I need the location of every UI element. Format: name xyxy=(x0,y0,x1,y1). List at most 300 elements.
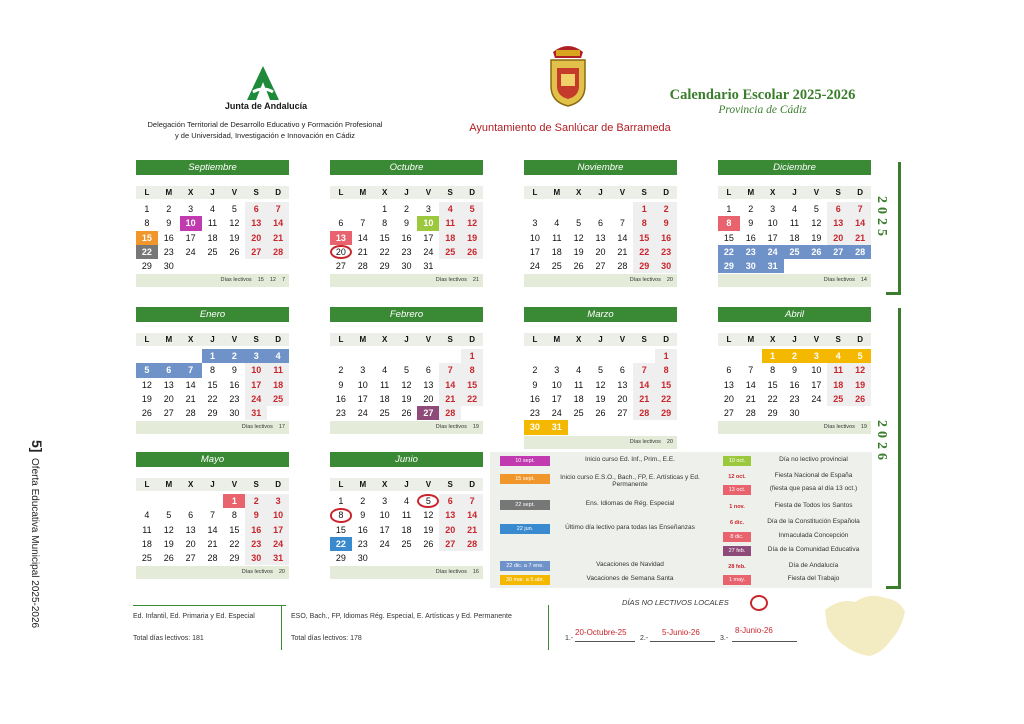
day-cell: 22 xyxy=(655,392,677,406)
day-cell: 20 xyxy=(423,393,434,404)
day-cell: 5 xyxy=(417,494,439,508)
lective-days-row: Días lectivos 19 xyxy=(718,421,871,434)
day-cell: 12 xyxy=(163,524,174,535)
day-cell: 30 xyxy=(655,259,677,273)
day-cell: 20 xyxy=(439,523,461,537)
month-septiembre xyxy=(136,160,289,287)
legend-chip: 1 nov. xyxy=(729,504,745,510)
weekday-header: S xyxy=(439,186,461,199)
weekday-header: S xyxy=(245,478,267,491)
day-cell: 18 xyxy=(789,232,800,243)
day-cell: 14 xyxy=(461,508,483,522)
empty-cell xyxy=(202,259,224,273)
day-cell: 17 xyxy=(423,232,434,243)
weekday-header: M xyxy=(158,478,180,491)
weekday-header: V xyxy=(805,333,827,346)
day-cell: 22 xyxy=(718,245,740,259)
legend-chip: 10 oct. xyxy=(723,456,751,466)
legend-text: Día no lectivo provincial xyxy=(779,456,848,463)
weekday-header: J xyxy=(202,186,224,199)
legend-text: Día de la Constitución Española xyxy=(767,518,860,525)
day-cell: 3 xyxy=(360,365,366,376)
empty-cell xyxy=(849,406,871,420)
day-cell: 11 xyxy=(789,218,800,229)
day-cell: 17 xyxy=(551,393,562,404)
day-cell: 1 xyxy=(655,349,677,363)
day-cell: 26 xyxy=(595,408,606,419)
day-cell: 24 xyxy=(423,246,434,257)
day-cell: 21 xyxy=(461,523,483,537)
month-header: Febrero xyxy=(330,307,483,322)
legend-chip: 22 sept. xyxy=(500,500,550,510)
day-cell: 27 xyxy=(185,553,196,564)
day-cell: 10 xyxy=(529,232,540,243)
day-cell: 11 xyxy=(827,363,849,377)
day-cell: 3 xyxy=(770,204,776,214)
weekday-header: J xyxy=(202,478,224,491)
day-cell: 26 xyxy=(163,553,174,564)
day-cell: 12 xyxy=(461,216,483,230)
day-cell: 26 xyxy=(849,392,871,406)
day-cell: 19 xyxy=(163,538,174,549)
day-cell: 14 xyxy=(439,378,461,392)
month-header: Junio xyxy=(330,452,483,467)
weekday-header: D xyxy=(461,186,483,199)
weekday-header: D xyxy=(655,333,677,346)
day-cell: 27 xyxy=(617,408,628,419)
day-cell: 13 xyxy=(723,379,734,390)
year-2026-label: 2026 xyxy=(874,420,889,464)
day-cell: 4 xyxy=(404,496,410,506)
day-cell: 19 xyxy=(423,524,434,535)
empty-cell xyxy=(461,551,483,565)
day-cell: 5 xyxy=(231,204,237,214)
month-days xyxy=(524,333,677,435)
day-cell: 15 xyxy=(379,232,390,243)
day-cell: 13 xyxy=(595,232,606,243)
day-cell: 30 xyxy=(401,261,412,272)
weekday-header: M xyxy=(740,333,762,346)
day-cell: 8 xyxy=(231,510,237,521)
empty-cell xyxy=(352,202,374,216)
day-cell: 25 xyxy=(141,553,152,564)
legend-chip: 13 oct. xyxy=(723,485,751,495)
day-cell: 18 xyxy=(827,378,849,392)
weekday-header: D xyxy=(461,478,483,491)
day-cell: 17 xyxy=(811,379,822,390)
day-cell: 6 xyxy=(598,218,604,229)
day-cell: 18 xyxy=(267,378,289,392)
weekday-header: V xyxy=(417,478,439,491)
day-cell: 4 xyxy=(792,204,798,214)
empty-cell xyxy=(180,259,202,273)
empty-cell xyxy=(633,420,655,434)
day-cell: 23 xyxy=(740,245,762,259)
day-cell: 14 xyxy=(207,524,218,535)
day-cell: 15 xyxy=(723,232,734,243)
day-cell: 29 xyxy=(633,259,655,273)
day-cell: 1 xyxy=(633,202,655,216)
weekday-header: L xyxy=(136,333,158,346)
day-cell: 21 xyxy=(633,392,655,406)
day-cell: 5 xyxy=(598,365,604,376)
legend-text: Inmaculada Concepción xyxy=(778,532,849,539)
month-noviembre xyxy=(524,160,677,287)
day-cell: 3 xyxy=(554,365,560,376)
legend-chip: 1 may. xyxy=(723,575,751,585)
weekday-header: M xyxy=(740,186,762,199)
day-cell: 10 xyxy=(767,218,778,229)
day-cell: 8 xyxy=(633,216,655,230)
weekday-header: J xyxy=(202,333,224,346)
day-cell: 23 xyxy=(163,246,174,257)
day-cell: 11 xyxy=(439,216,461,230)
day-cell: 25 xyxy=(207,246,218,257)
day-cell: 21 xyxy=(617,246,628,257)
legend-eso-bach: ESO, Bach., FP, Idiomas Rég. Especial, E. Artísticas y Ed. Permanente xyxy=(291,613,512,620)
day-cell: 5 xyxy=(136,363,158,377)
day-cell: 28 xyxy=(745,408,756,419)
month-days xyxy=(718,333,871,420)
lective-days-row: Días lectivos 19 xyxy=(330,421,483,434)
day-cell: 2 xyxy=(166,204,172,214)
day-cell: 2 xyxy=(748,204,754,214)
junta-name: Junta de Andalucía xyxy=(224,101,308,111)
empty-cell xyxy=(245,259,267,273)
empty-cell xyxy=(568,202,590,216)
day-cell: 6 xyxy=(619,365,625,376)
day-cell: 17 xyxy=(357,393,368,404)
weekday-header: S xyxy=(633,333,655,346)
day-cell: 17 xyxy=(379,524,390,535)
day-cell: 10 xyxy=(357,379,368,390)
weekday-header: J xyxy=(396,186,418,199)
lective-days-row: Días lectivos 17 xyxy=(136,421,289,434)
legend-text: Último día lectivo para todas las Enseñanzas xyxy=(565,524,695,531)
day-cell: 8 xyxy=(655,363,677,377)
day-cell: 4 xyxy=(210,204,216,214)
day-cell: 22 xyxy=(461,392,483,406)
day-cell: 14 xyxy=(267,216,289,230)
day-cell: 22 xyxy=(633,245,655,259)
day-cell: 19 xyxy=(229,232,240,243)
weekday-header: X xyxy=(180,478,202,491)
weekday-header: X xyxy=(374,478,396,491)
month-days xyxy=(330,478,483,565)
day-cell: 9 xyxy=(532,379,538,390)
month-header: Enero xyxy=(136,307,289,322)
local-days-circle-icon xyxy=(750,595,768,611)
weekday-header: L xyxy=(524,186,546,199)
weekday-header: D xyxy=(655,186,677,199)
day-cell: 18 xyxy=(207,232,218,243)
day-cell: 26 xyxy=(573,261,584,272)
day-cell: 22 xyxy=(136,245,158,259)
day-cell: 13 xyxy=(185,524,196,535)
day-cell: 9 xyxy=(404,218,410,229)
empty-cell xyxy=(352,349,374,363)
day-cell: 7 xyxy=(748,365,754,376)
weekday-header: S xyxy=(439,478,461,491)
day-cell: 11 xyxy=(573,379,584,390)
day-cell: 24 xyxy=(811,393,822,404)
day-cell: 18 xyxy=(141,538,152,549)
day-cell: 12 xyxy=(401,379,412,390)
day-cell: 5 xyxy=(461,202,483,216)
day-cell: 31 xyxy=(267,551,289,565)
day-cell: 11 xyxy=(142,524,152,535)
month-days xyxy=(330,186,483,273)
day-cell: 5 xyxy=(404,365,410,376)
day-cell: 26 xyxy=(401,408,412,419)
day-cell: 1 xyxy=(338,496,344,506)
day-cell: 2 xyxy=(223,349,245,363)
day-cell: 22 xyxy=(229,538,240,549)
day-cell: 23 xyxy=(357,538,368,549)
day-cell: 9 xyxy=(792,365,798,376)
day-cell: 26 xyxy=(423,538,434,549)
day-cell: 18 xyxy=(439,231,461,245)
day-cell: 23 xyxy=(245,537,267,551)
day-cell: 24 xyxy=(379,538,390,549)
day-cell: 8 xyxy=(210,365,216,376)
day-cell: 28 xyxy=(439,406,461,420)
legend-chip: 6 dic. xyxy=(729,520,745,526)
day-cell: 21 xyxy=(357,246,368,257)
day-cell: 12 xyxy=(229,218,240,229)
day-cell: 2 xyxy=(338,365,344,376)
day-cell: 25 xyxy=(551,261,562,272)
empty-cell xyxy=(202,494,224,508)
day-cell: 29 xyxy=(229,553,240,564)
day-cell: 23 xyxy=(529,408,540,419)
cadiz-map-icon xyxy=(815,590,910,660)
day-cell: 3 xyxy=(267,494,289,508)
day-cell: 19 xyxy=(461,231,483,245)
weekday-header: V xyxy=(417,186,439,199)
weekday-header: J xyxy=(396,333,418,346)
legend-chip: 10 sept. xyxy=(500,456,550,466)
day-cell: 16 xyxy=(229,379,240,390)
empty-cell xyxy=(158,494,180,508)
day-cell: 20 xyxy=(595,246,606,257)
day-cell: 4 xyxy=(382,365,388,376)
day-cell: 16 xyxy=(789,379,800,390)
day-cell: 26 xyxy=(229,246,240,257)
weekday-header: M xyxy=(352,186,374,199)
month-header: Septiembre xyxy=(136,160,289,175)
weekday-header: D xyxy=(849,186,871,199)
day-cell: 10 xyxy=(180,216,202,230)
weekday-header: M xyxy=(158,186,180,199)
weekday-header: J xyxy=(590,186,612,199)
lective-days-row: Días lectivos 15 12 7 xyxy=(136,274,289,287)
empty-cell xyxy=(439,349,461,363)
day-cell: 7 xyxy=(180,363,202,377)
empty-cell xyxy=(849,259,871,273)
day-cell: 27 xyxy=(163,408,174,419)
legend-chip: 28 feb. xyxy=(728,564,746,570)
empty-cell xyxy=(374,349,396,363)
month-days xyxy=(136,186,289,273)
legend-infantil-primaria: Ed. Infantil, Ed. Primaria y Ed. Especial xyxy=(133,613,255,620)
day-cell: 28 xyxy=(617,261,628,272)
empty-cell xyxy=(655,420,677,434)
month-octubre xyxy=(330,160,483,287)
day-cell: 23 xyxy=(789,393,800,404)
local-day-3-num: 3.- xyxy=(720,635,729,642)
empty-cell xyxy=(740,349,762,363)
day-cell: 22 xyxy=(207,393,218,404)
day-cell: 6 xyxy=(726,365,732,376)
day-cell: 13 xyxy=(439,508,461,522)
empty-cell xyxy=(396,349,418,363)
total-infantil-primaria: Total días lectivos: 181 xyxy=(133,635,204,642)
empty-cell xyxy=(546,349,568,363)
legend-chip: 22 dic. a 7 ene. xyxy=(500,561,550,571)
month-header: Diciembre xyxy=(718,160,871,175)
day-cell: 15 xyxy=(335,524,346,535)
month-junio xyxy=(330,452,483,579)
day-cell: 27 xyxy=(439,537,461,551)
empty-cell xyxy=(827,406,849,420)
day-cell: 7 xyxy=(619,218,625,229)
day-cell: 19 xyxy=(595,393,606,404)
day-cell: 30 xyxy=(789,408,800,419)
day-cell: 8 xyxy=(144,218,150,229)
day-cell: 1 xyxy=(202,349,224,363)
day-cell: 7 xyxy=(849,202,871,216)
month-mayo xyxy=(136,452,289,579)
day-cell: 3 xyxy=(382,496,388,506)
local-day-2: 5-Junio-26 xyxy=(662,628,700,637)
weekday-header: J xyxy=(784,333,806,346)
day-cell: 2 xyxy=(404,204,410,214)
day-cell: 9 xyxy=(748,218,754,229)
weekday-header: D xyxy=(267,478,289,491)
junta-logo-icon xyxy=(243,66,283,100)
empty-cell xyxy=(417,349,439,363)
day-cell: 24 xyxy=(245,392,267,406)
day-cell: 5 xyxy=(166,510,172,521)
weekday-header: M xyxy=(158,333,180,346)
day-cell: 20 xyxy=(723,393,734,404)
day-cell: 16 xyxy=(655,231,677,245)
day-cell: 8 xyxy=(718,216,740,230)
page-title: Calendario Escolar 2025-2026 xyxy=(669,87,856,103)
day-cell: 27 xyxy=(827,245,849,259)
day-cell: 24 xyxy=(551,408,562,419)
weekday-header: M xyxy=(546,186,568,199)
day-cell: 10 xyxy=(379,510,390,521)
empty-cell xyxy=(590,202,612,216)
day-cell: 17 xyxy=(245,378,267,392)
day-cell: 10 xyxy=(245,363,267,377)
day-cell: 4 xyxy=(827,349,849,363)
empty-cell xyxy=(524,349,546,363)
empty-cell xyxy=(568,349,590,363)
day-cell: 9 xyxy=(245,508,267,522)
day-cell: 3 xyxy=(805,349,827,363)
year-2025-label: 2025 xyxy=(874,196,889,240)
day-cell: 15 xyxy=(767,379,778,390)
empty-cell xyxy=(633,349,655,363)
day-cell: 3 xyxy=(532,218,538,229)
weekday-header: L xyxy=(718,333,740,346)
day-cell: 28 xyxy=(633,406,655,420)
day-cell: 4 xyxy=(554,218,560,229)
day-cell: 11 xyxy=(267,363,289,377)
day-cell: 18 xyxy=(379,393,390,404)
day-cell: 25 xyxy=(401,538,412,549)
day-cell: 5 xyxy=(576,218,582,229)
day-cell: 29 xyxy=(379,261,390,272)
empty-cell xyxy=(136,349,158,363)
day-cell: 27 xyxy=(417,406,439,420)
weekday-header: L xyxy=(136,186,158,199)
weekday-header: D xyxy=(267,186,289,199)
day-cell: 4 xyxy=(267,349,289,363)
day-cell: 8 xyxy=(382,218,388,229)
lective-days-row: Días lectivos 20 xyxy=(524,436,677,449)
weekday-header: S xyxy=(827,186,849,199)
day-cell: 24 xyxy=(762,245,784,259)
day-cell: 16 xyxy=(357,524,368,535)
legend-chip: 27 feb. xyxy=(723,546,751,556)
empty-cell xyxy=(611,349,633,363)
day-cell: 18 xyxy=(551,246,562,257)
legend-chip: 8 dic. xyxy=(723,532,751,542)
day-cell: 30 xyxy=(163,261,174,272)
day-cell: 21 xyxy=(439,392,461,406)
legend-text: Día de la Comunidad Educativa xyxy=(767,546,860,553)
weekday-header: L xyxy=(330,186,352,199)
legend-text: Vacaciones de Semana Santa xyxy=(586,575,674,582)
day-cell: 20 xyxy=(617,393,628,404)
empty-cell xyxy=(524,202,546,216)
legend-chip: 30 mar. a 5 abr. xyxy=(500,575,550,585)
day-cell: 29 xyxy=(207,408,218,419)
day-cell: 21 xyxy=(849,231,871,245)
day-cell: 16 xyxy=(245,523,267,537)
day-cell: 6 xyxy=(425,365,431,376)
day-cell: 8 xyxy=(330,508,352,522)
month-header: Marzo xyxy=(524,307,677,322)
day-cell: 28 xyxy=(267,245,289,259)
day-cell: 11 xyxy=(401,510,412,521)
day-cell: 24 xyxy=(357,408,368,419)
weekday-header: S xyxy=(245,186,267,199)
day-cell: 12 xyxy=(849,363,871,377)
day-cell: 1 xyxy=(144,204,150,214)
weekday-header: V xyxy=(611,186,633,199)
day-cell: 25 xyxy=(784,245,806,259)
day-cell: 9 xyxy=(655,216,677,230)
day-cell: 25 xyxy=(439,245,461,259)
legend-text: Ens. Idiomas de Rég. Especial xyxy=(585,500,675,507)
empty-cell xyxy=(180,349,202,363)
day-cell: 19 xyxy=(849,378,871,392)
empty-cell xyxy=(180,494,202,508)
empty-cell xyxy=(330,349,352,363)
day-cell: 21 xyxy=(185,393,196,404)
day-cell: 13 xyxy=(163,379,174,390)
weekday-header: J xyxy=(784,186,806,199)
weekday-header: S xyxy=(245,333,267,346)
year-2025-bar xyxy=(898,162,901,294)
weekday-header: X xyxy=(762,333,784,346)
day-cell: 7 xyxy=(360,218,366,229)
